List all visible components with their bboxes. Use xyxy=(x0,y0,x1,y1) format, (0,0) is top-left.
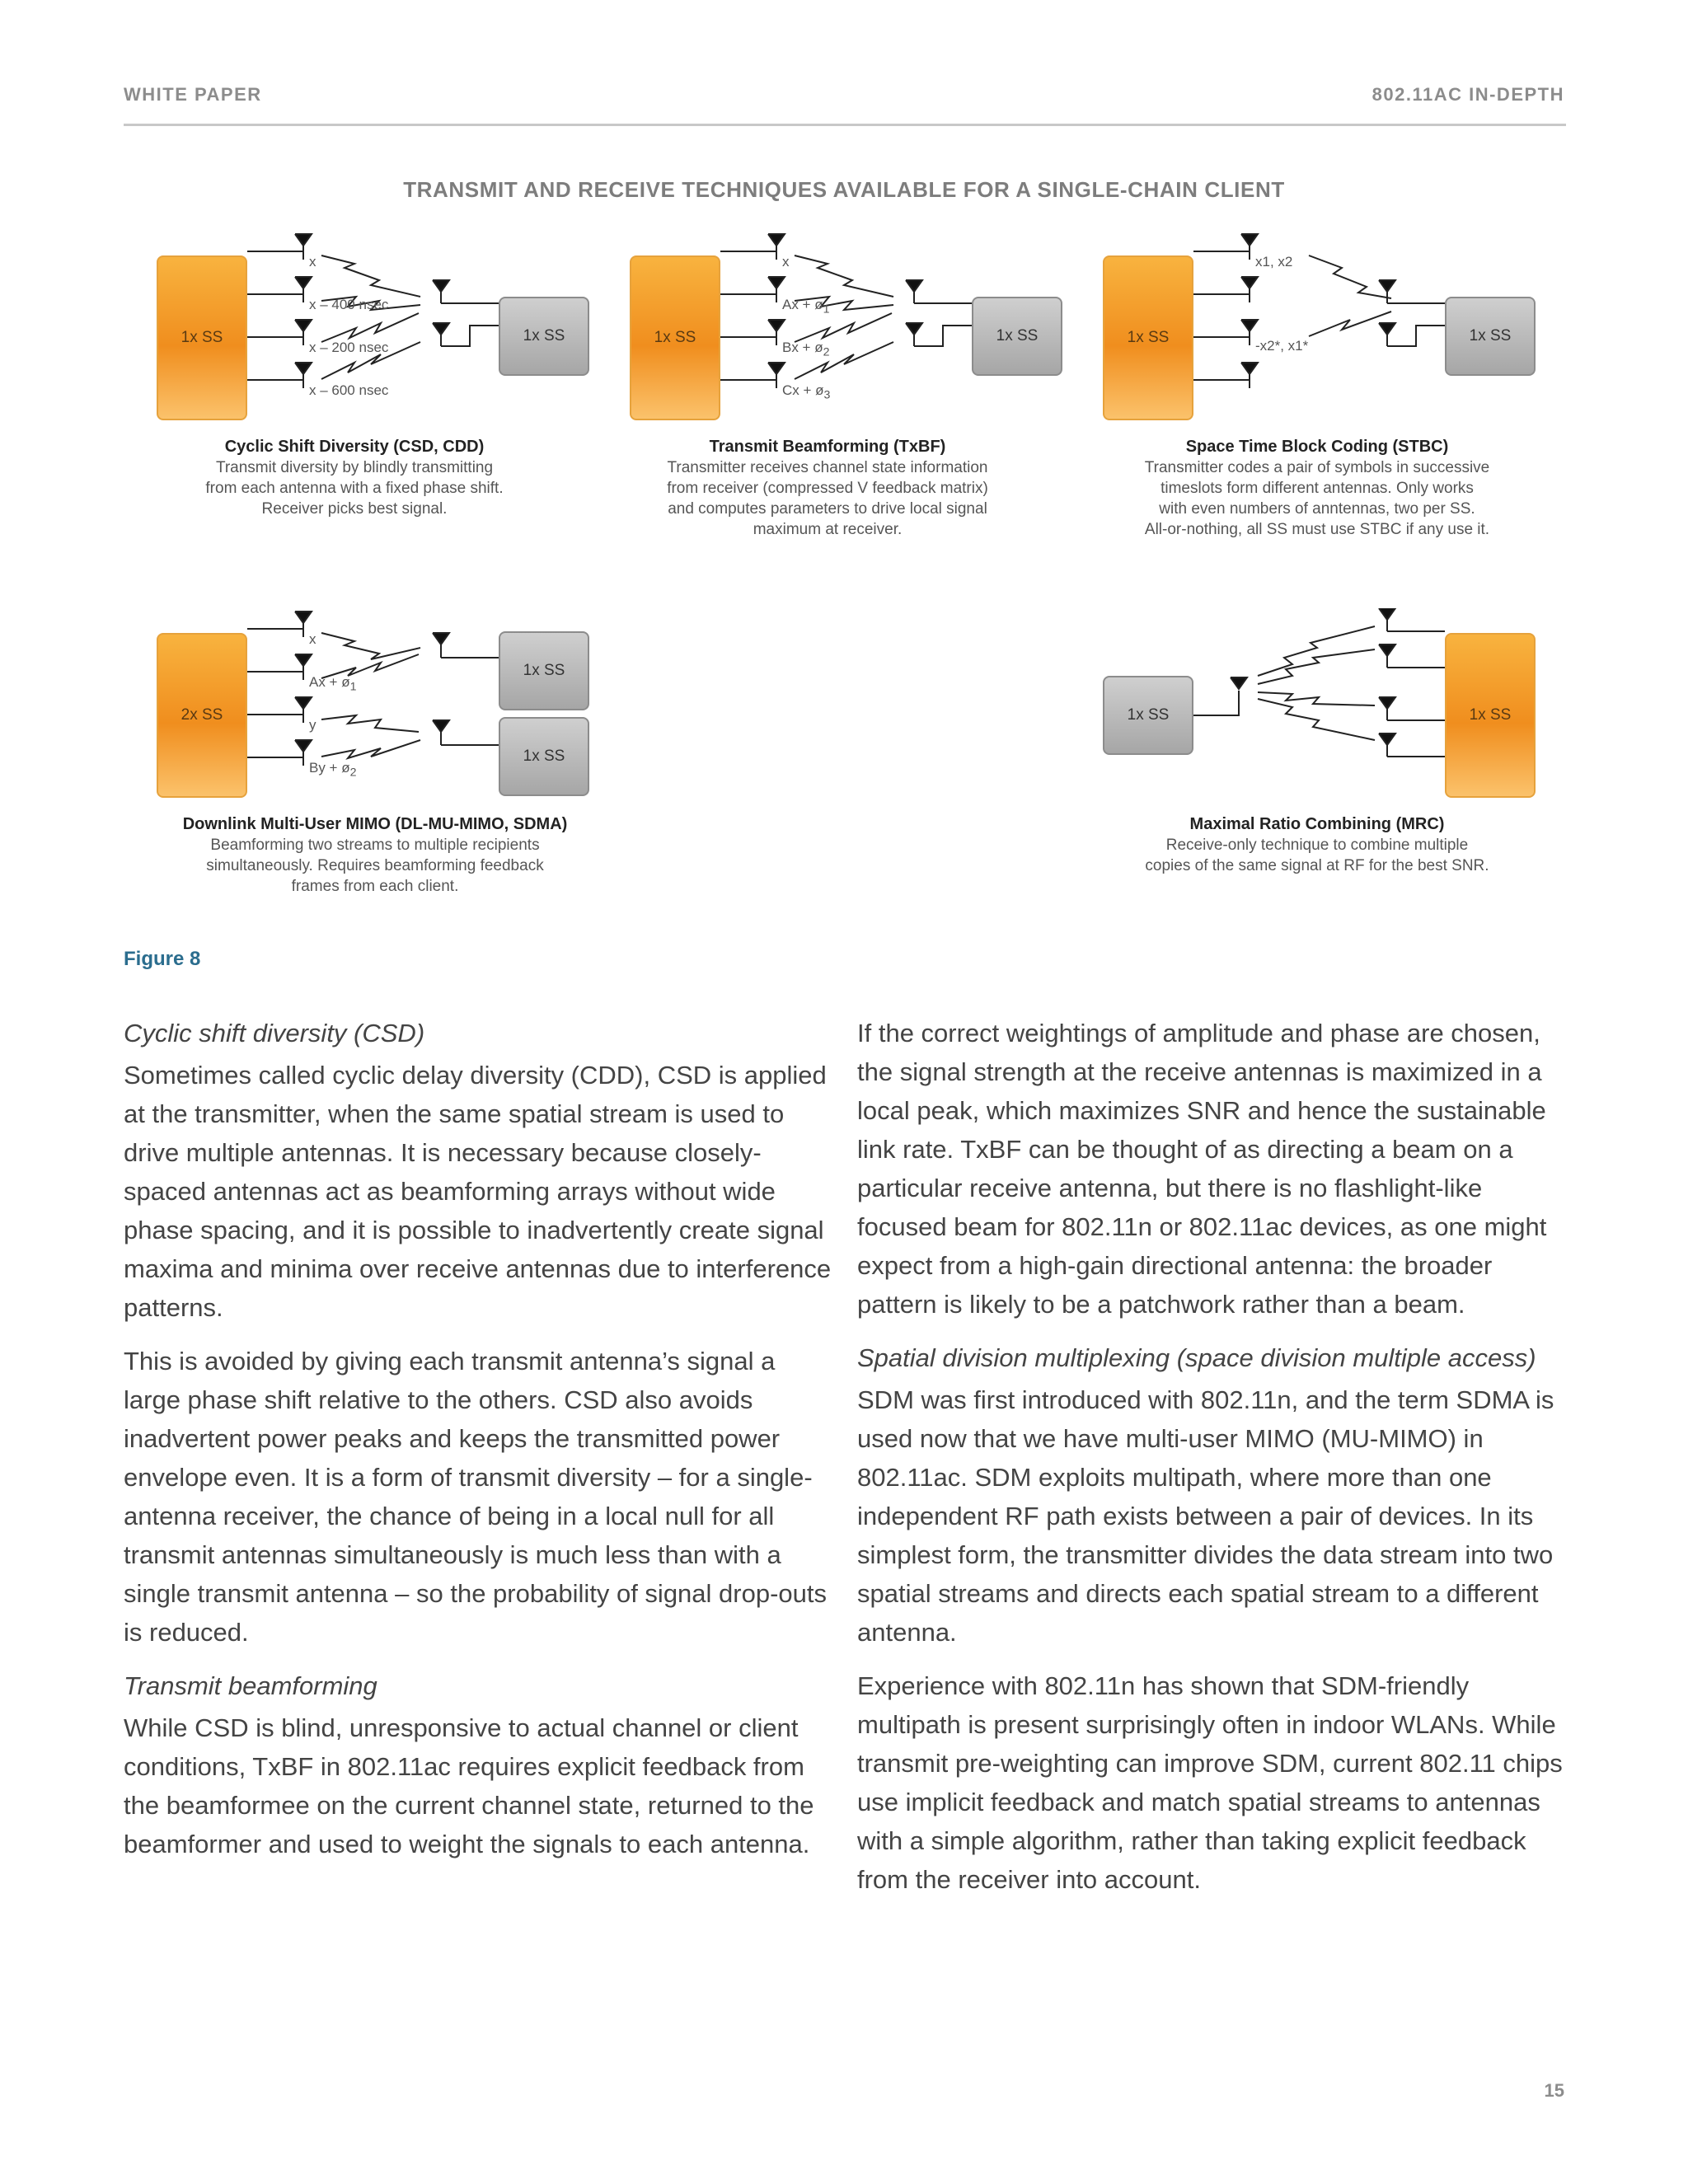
txbf-signal-label: $Bx + ø_2$ xyxy=(782,340,830,359)
csd-signal-label: x xyxy=(309,254,316,269)
stbc-caption: Space Time Block Coding (STBC) Transmitter codes a pair of symbols in successive timeslots form different antennas. Only works with even numbers of anntennas, two per SS. All-or-nothing, all SS must use STBC if any use it. xyxy=(1144,438,1490,538)
csd-signal-label: x – 200 nsec xyxy=(309,340,389,355)
txbf-tx-box: 1x SS xyxy=(630,255,720,420)
figure-label: Figure 8 xyxy=(124,948,201,970)
stbc-signal-label: x1, x2 xyxy=(1255,254,1293,269)
mrc-tx-box: 1x SS xyxy=(1103,676,1193,755)
paragraph: Sometimes called cyclic delay diversity (CDD), CSD is applied at the transmitter, when the same spatial stream is used to drive multiple antennas. It is necessary because closely-spaced antennas act as beamforming arrays without wide phase spacing, and it is possible to inadvertently create signal maxima and minima over receive antennas due to interference patterns. xyxy=(124,1061,832,1322)
section-heading: Cyclic shift diversity (CSD) xyxy=(124,1019,425,1047)
diagram-mumimo xyxy=(124,608,618,905)
txbf-signal-label: $Ax + ø_1$ xyxy=(782,297,830,316)
csd-rx-box: 1x SS xyxy=(499,297,589,376)
txbf-caption: Transmit Beamforming (TxBF) Transmitter receives channel state information from receiver (compressed V feedback matrix) and computes parameters to drive local signal maximum at receiver. xyxy=(667,438,988,538)
mrc-caption: Maximal Ratio Combining (MRC) Receive-only technique to combine multiple copies of the same signal at RF for the best SNR. xyxy=(1145,815,1489,874)
csd-signal-label: x – 400 nsec xyxy=(309,297,389,312)
mumimo-signal-label: $By + ø_2$ xyxy=(309,760,357,780)
paragraph: While CSD is blind, unresponsive to actual channel or client conditions, TxBF in 802.11ac requires explicit feedback from the beamformee on the current channel state, returned to the beamformer and used to weight the signals to each antenna. xyxy=(124,1713,814,1858)
diagram-stbc xyxy=(1070,231,1564,544)
mumimo-rx2-box: 1x SS xyxy=(499,717,589,796)
section-heading: Spatial division multiplexing (space division multiple access) xyxy=(857,1343,1536,1372)
body-right-column xyxy=(857,1014,1566,1914)
header-right: 802.11AC IN-DEPTH xyxy=(1372,84,1564,105)
txbf-signal-label: x xyxy=(782,254,790,269)
paragraph: Experience with 802.11n has shown that SDM-friendly multipath is present surprisingly often in indoor WLANs. While transmit pre-weighting can improve SDM, current 802.11 chips use implicit feedback and match spatial streams to antennas with a simple algorithm, rather than taking explicit feedback from the receiver into account. xyxy=(857,1671,1563,1894)
paragraph: This is avoided by giving each transmit antenna’s signal a large phase shift relative to the others. CSD also avoids inadvertent power peaks and keeps the transmitted power envelope even. It is a form of transmit diversity – for a single-antenna receiver, the chance of being in a local null for all transmit antennas simultaneously is much less than with a single transmit antenna – so the probability of signal drop-outs is reduced. xyxy=(124,1347,827,1647)
mumimo-signal-label: $Ax + ø_1$ xyxy=(309,674,357,694)
stbc-rx-box: 1x SS xyxy=(1445,297,1536,376)
page-number: 15 xyxy=(1544,2080,1564,2101)
stbc-signal-label: -x2*, x1* xyxy=(1255,338,1309,354)
txbf-signal-label: $Cx + ø_3$ xyxy=(782,382,831,402)
header-left: WHITE PAPER xyxy=(124,84,262,105)
mrc-rx-box: 1x SS xyxy=(1445,633,1536,798)
mumimo-caption: Downlink Multi-User MIMO (DL-MU-MIMO, SDMA) Beamforming two streams to multiple recipients simultaneously. Requires beamforming feedback frames from each client. xyxy=(182,815,568,895)
txbf-rx-box: 1x SS xyxy=(972,297,1062,376)
paragraph: If the correct weightings of amplitude and phase are chosen, the signal strength at the receive antennas is maximized in a local peak, which maximizes SNR and hence the sustainable link rate. TxBF can be thought of as directing a beam on a particular receive antenna, but there is no flashlight-like focused beam for 802.11n or 802.11ac devices, as one might expect from a high-gain directional antenna: the broader pattern is likely to be a patchwork rather than a beam. xyxy=(857,1019,1547,1319)
csd-caption: Cyclic Shift Diversity (CSD, CDD) Transmit diversity by blindly transmitting from each antenna with a fixed phase shift. Receiver picks best signal. xyxy=(205,438,504,518)
diagram-txbf xyxy=(597,231,1058,544)
stbc-tx-box: 1x SS xyxy=(1103,255,1193,420)
csd-signal-label: x – 600 nsec xyxy=(309,382,389,398)
mumimo-signal-label: y xyxy=(309,717,316,733)
mumimo-rx1-box: 1x SS xyxy=(499,631,589,710)
diagram-csd xyxy=(124,231,585,544)
figure-title: TRANSMIT AND RECEIVE TECHNIQUES AVAILABLE FOR A SINGLE-CHAIN CLIENT xyxy=(403,177,1285,202)
header-divider xyxy=(124,124,1566,126)
mumimo-signal-label: x xyxy=(309,631,316,647)
body-left-column xyxy=(124,1014,832,1878)
diagram-mrc xyxy=(1070,608,1564,905)
section-heading: Transmit beamforming xyxy=(124,1671,377,1700)
mumimo-tx-box: 2x SS xyxy=(157,633,247,798)
paragraph: SDM was first introduced with 802.11n, and the term SDMA is used now that we have multi-user MIMO (MU-MIMO) in 802.11ac. SDM exploits multipath, where more than one independent RF path exists between a pair of devices. In its simplest form, the transmitter divides the data stream into two spatial streams and directs each spatial stream to a different antenna. xyxy=(857,1385,1554,1647)
csd-tx-box: 1x SS xyxy=(157,255,247,420)
